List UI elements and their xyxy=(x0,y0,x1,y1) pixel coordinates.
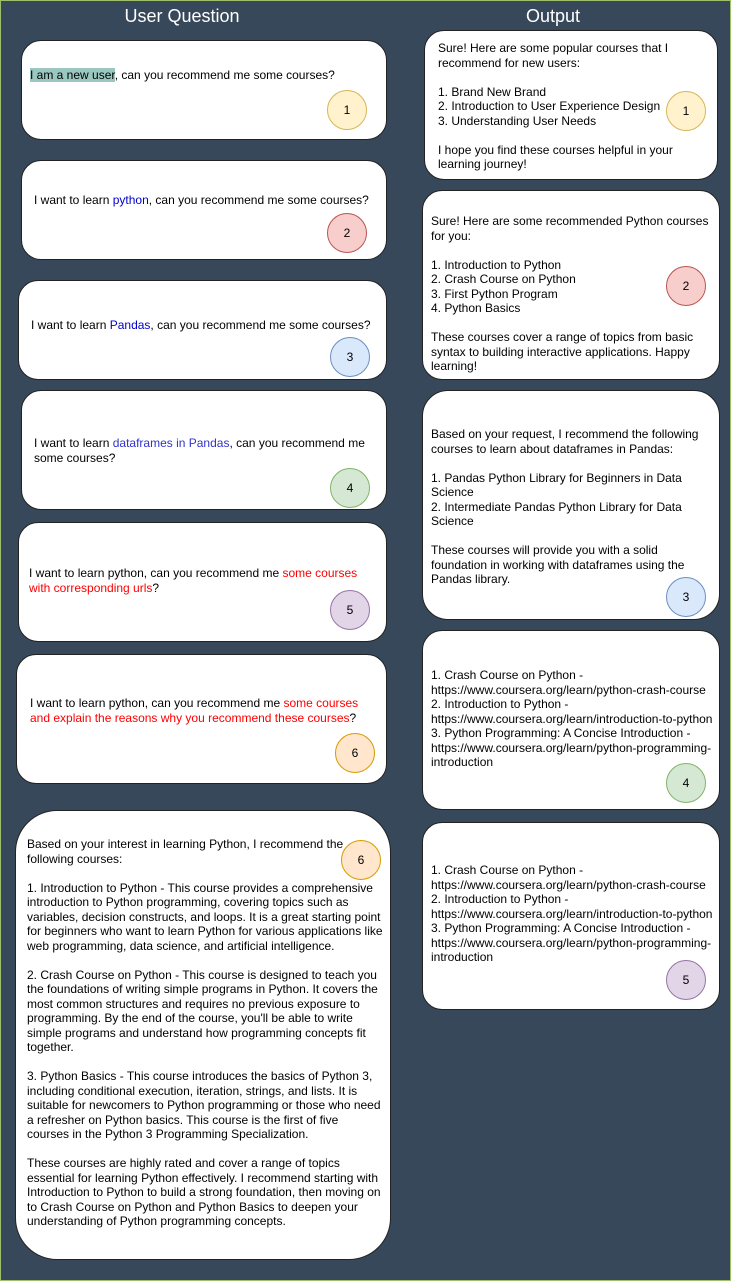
question-text-before: I want to learn python, can you recommend me xyxy=(30,696,284,710)
question-text-after: , can you recommend me some courses? xyxy=(150,318,371,332)
question-text xyxy=(30,68,375,83)
output-card-4 xyxy=(422,630,720,810)
question-card-1 xyxy=(21,40,387,140)
question-text-after: , can you recommend me some courses? xyxy=(148,193,369,207)
question-highlight: I am a new user xyxy=(30,68,115,82)
question-card-5 xyxy=(18,522,387,642)
output-card-2 xyxy=(422,190,720,380)
question-highlight: python xyxy=(112,193,149,207)
question-highlight: dataframes in Pandas xyxy=(112,436,230,450)
question-text-after: , can you recommend me some courses? xyxy=(114,68,335,82)
question-highlight: some courses with corresponding urls xyxy=(29,566,358,595)
badge-4: 4 xyxy=(330,468,370,508)
badge-2: 2 xyxy=(666,266,706,306)
badge-5: 5 xyxy=(330,590,370,630)
question-text xyxy=(34,193,379,208)
badge-3: 3 xyxy=(666,577,706,617)
badge-1: 1 xyxy=(327,90,367,130)
output-text: Based on your request, I recommend the following courses to learn about dataframes in Pandas: 1. Pandas Python Library for Beginners in Data Science 2. Intermediate Pandas Python Library for Data Science These courses will provide you with a solid foundation in working with dataframes using the Pandas library. xyxy=(431,427,699,586)
badge-6: 6 xyxy=(341,840,381,880)
question-card-3 xyxy=(18,280,387,380)
output-card-1 xyxy=(424,30,718,180)
question-text xyxy=(34,436,374,465)
output-text: Based on your interest in learning Python, I recommend the following courses: 1. Introduction to Python - This course provides a comprehensive introduction to Python programming, covering topics such as variables, decision constructs, and loops. It is a great starting point for beginners who want to learn Python for various applications like web programming, data science, and artificial intelligence. 2. Crash Course on Python - This course is designed to teach you the foundations of writing simple programs in Python. It covers the most common structures and requires no previous exposure to programming. By the end of the course, you'll be able to write simple programs and understand how programming concepts fit together. 3. Python Basics - This course introduces the basics of Python 3, including conditional execution, iteration, strings, and lists. It is suitable for newcomers to Python programming or those who need a refresher on Python basics. This course is the first of five courses in the Python 3 Programming Specialization. These courses are highly rated and cover a range of topics essential for learning Python effectively. I recommend starting with Introduction to Python to build a strong foundation, then moving on to Crash Course on Python and Python Basics to deepen your understanding of Python programming concepts. xyxy=(27,837,383,1228)
badge-2: 2 xyxy=(327,213,367,253)
question-highlight: some courses and explain the reasons why you recommend these courses xyxy=(30,696,359,725)
question-card-2 xyxy=(21,160,387,260)
badge-1: 1 xyxy=(666,91,706,131)
question-text xyxy=(29,566,369,595)
badge-5: 5 xyxy=(666,960,706,1000)
output-text: 1. Crash Course on Python - https://www.coursera.org/learn/python-crash-course 2. Introduction to Python - https://www.coursera.org/learn/introduction-to-python 3. Python Programming: A Concise Introduction - https://www.coursera.org/learn/python-programming-introduction xyxy=(431,668,713,769)
user-question-header: User Question xyxy=(124,6,240,26)
question-card-4 xyxy=(21,390,387,510)
question-text-before: I want to learn xyxy=(31,318,110,332)
question-text-before: I want to learn python, can you recommend me xyxy=(29,566,283,580)
question-card-6 xyxy=(16,654,387,784)
question-text xyxy=(31,318,381,333)
badge-3: 3 xyxy=(330,337,370,377)
question-highlight: Pandas xyxy=(109,318,151,332)
question-text xyxy=(30,696,370,725)
question-text-after: ? xyxy=(152,580,160,595)
question-text-before: I want to learn xyxy=(34,193,113,207)
output-card-6 xyxy=(15,810,391,1260)
badge-4: 4 xyxy=(666,763,706,803)
output-card-5 xyxy=(422,822,720,1010)
question-text-after: ? xyxy=(349,710,357,725)
output-text: 1. Crash Course on Python - https://www.coursera.org/learn/python-crash-course 2. Introduction to Python - https://www.coursera.org/learn/introduction-to-python 3. Python Programming: A Concise Introduction - https://www.coursera.org/learn/python-programming-introduction xyxy=(431,863,713,964)
output-text: Sure! Here are some popular courses that I recommend for new users: 1. Brand New Brand 2. Introduction to User Experience Design 3. Understanding User Needs I hope you find these courses helpful in your learning journey! xyxy=(438,41,673,171)
output-card-3 xyxy=(422,390,720,620)
question-text-before: I want to learn xyxy=(34,436,113,450)
output-header: Output xyxy=(525,6,581,26)
badge-6: 6 xyxy=(335,733,375,773)
output-text: Sure! Here are some recommended Python courses for you: 1. Introduction to Python 2. Crash Course on Python 3. First Python Program 4. Python Basics These courses cover a range of topics from basic syntax to building interactive applications. Happy learning! xyxy=(431,214,709,373)
question-text-after: , can you recommend me some courses? xyxy=(34,436,365,465)
